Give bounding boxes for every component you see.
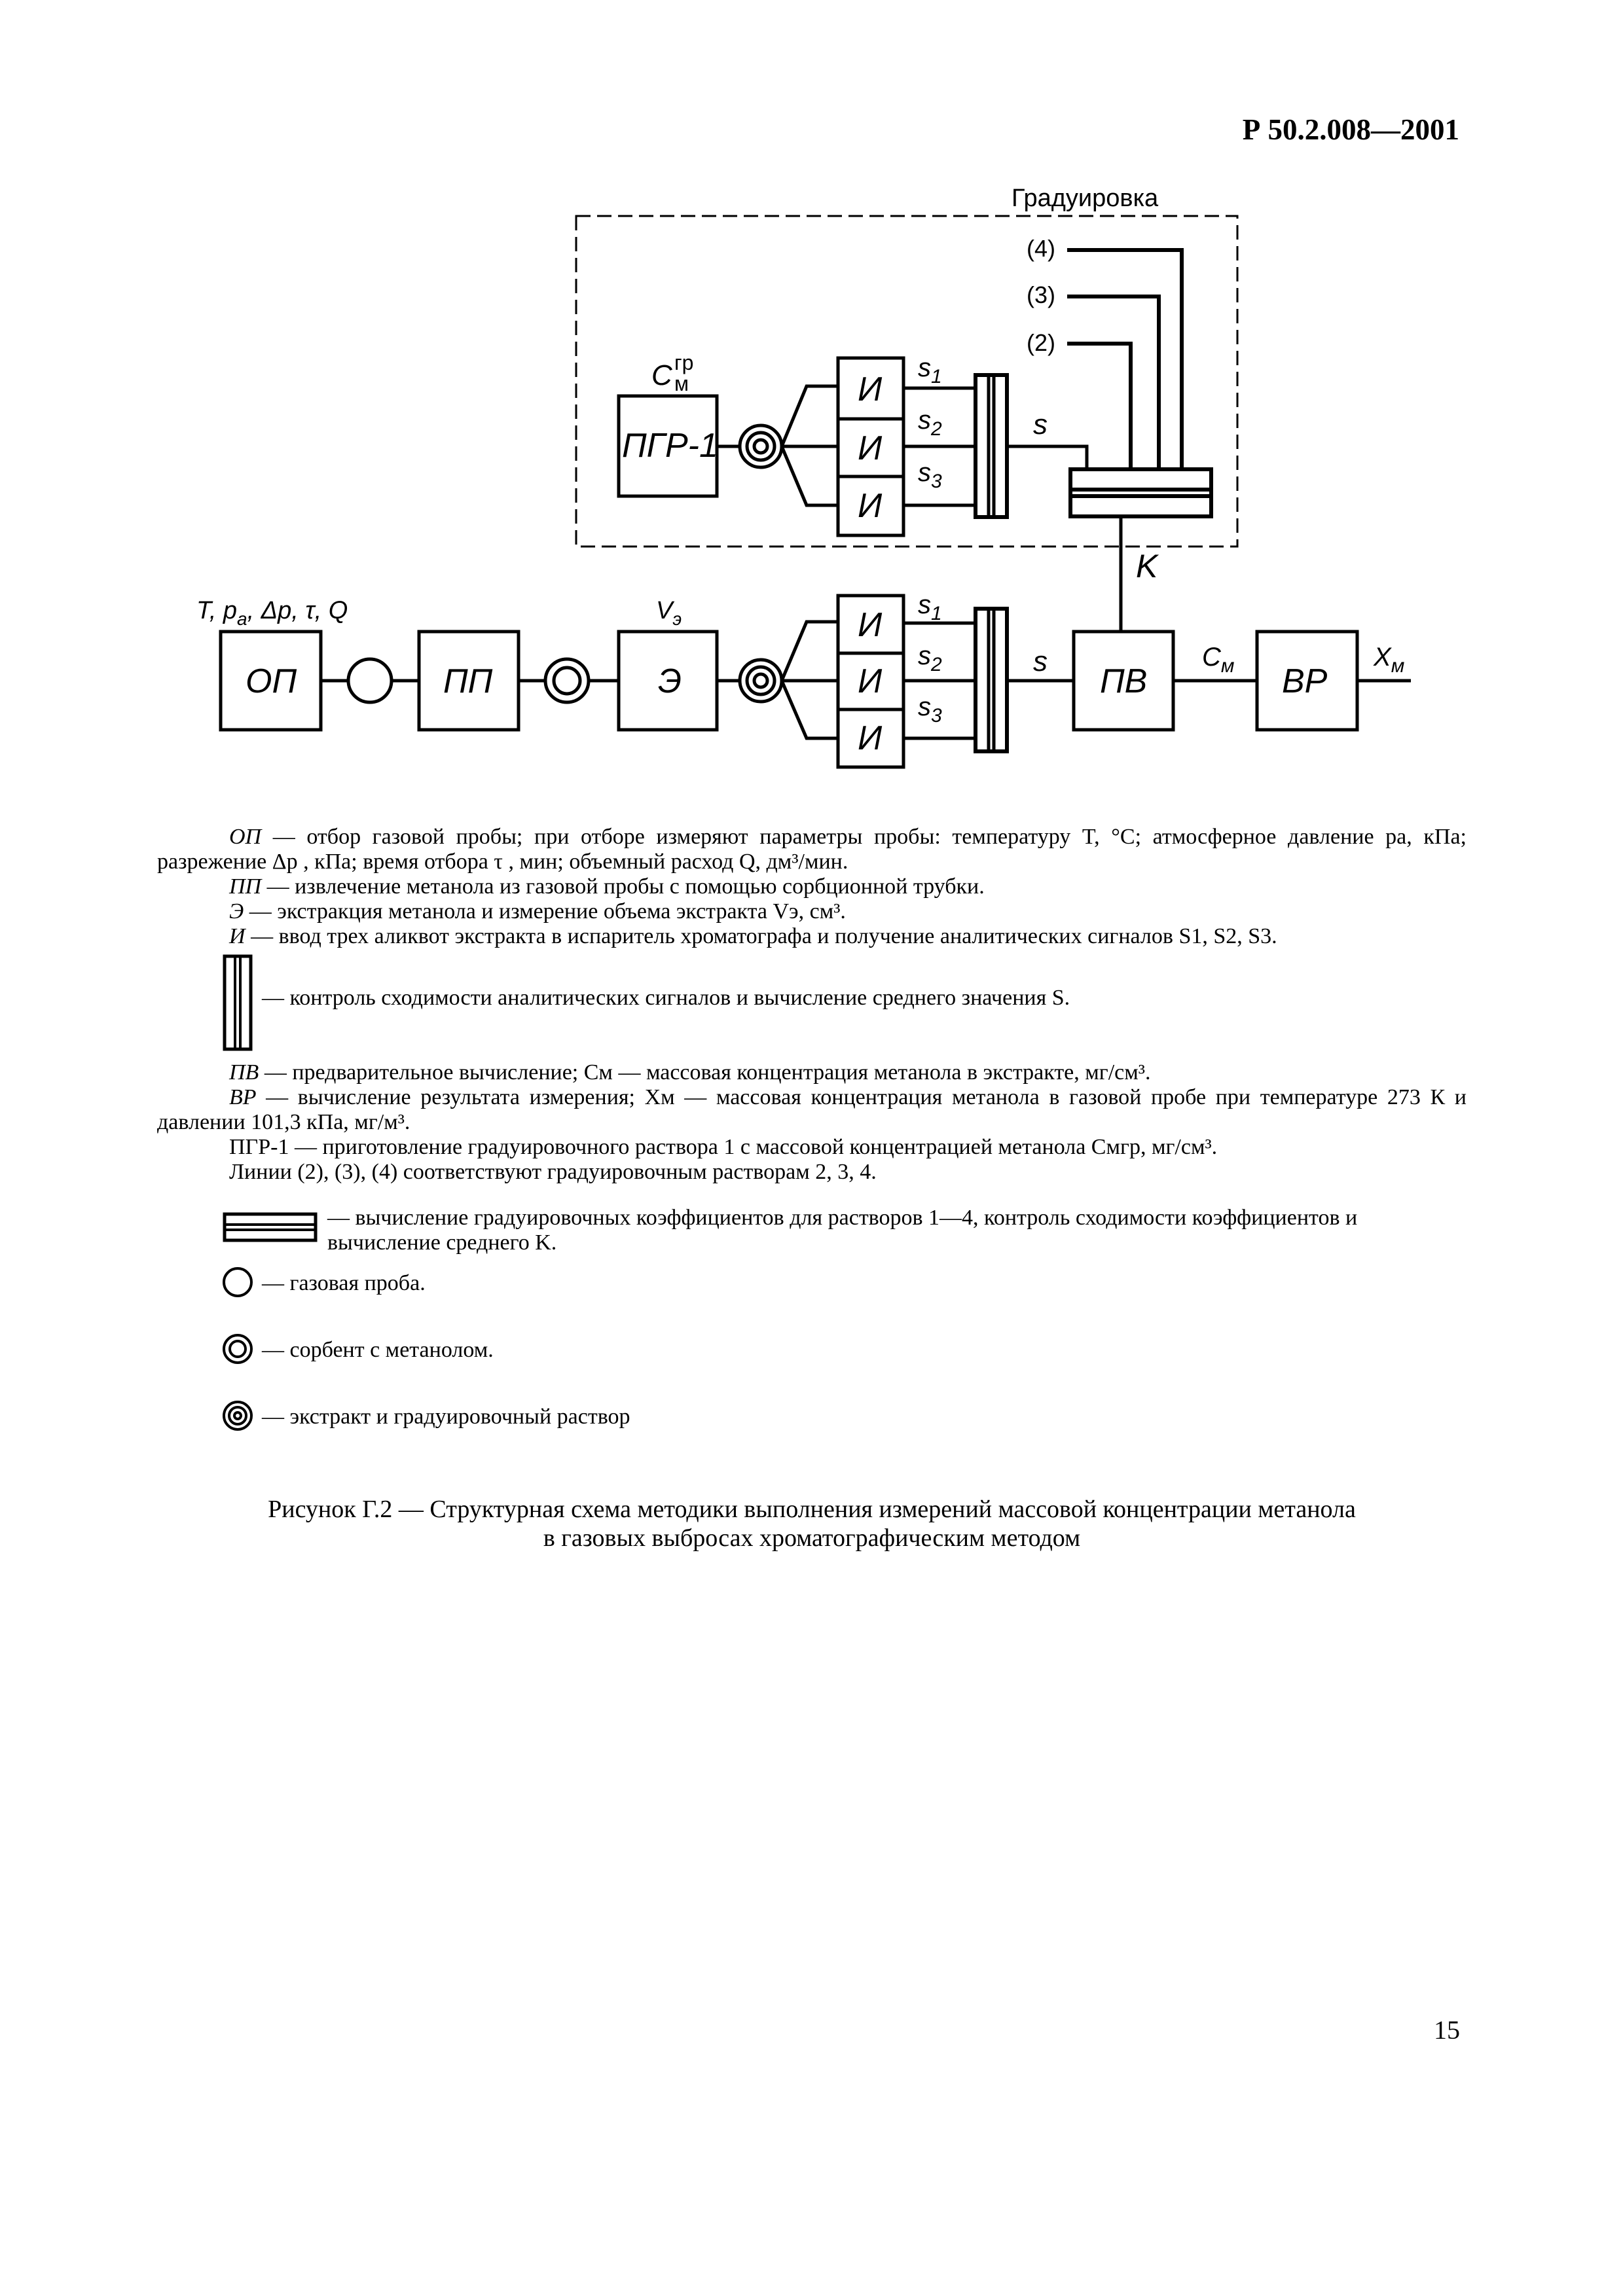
page-number: 15 <box>1434 2015 1460 2045</box>
k-label: K <box>1136 548 1158 584</box>
ve-label: $V_э$ <box>656 597 682 629</box>
line-3 <box>1067 296 1159 469</box>
svg-text:И: И <box>858 487 883 525</box>
svg-text:ОП: ОП <box>246 662 297 700</box>
line-4 <box>1067 250 1182 469</box>
line-3-label: (3) <box>1027 281 1055 308</box>
svg-text:ВР: ВР <box>1282 662 1328 700</box>
extract-legend-icon <box>221 1399 254 1432</box>
gas-sample-icon <box>348 659 392 702</box>
mean-signal-bar-cal <box>976 375 1007 517</box>
svg-text:м: м <box>674 372 689 395</box>
calibration-title: Градуировка <box>1012 185 1159 212</box>
gas-sample-legend-icon <box>221 1266 254 1299</box>
legend-e: Э — экстракция метанола и измерение объема экстракта Vэ, см³. <box>229 899 846 924</box>
svg-text:гр: гр <box>674 351 694 374</box>
legend-pp: ПП — извлечение метанола из газовой пробы с помощью сорбционной трубки. <box>229 874 985 899</box>
legend-sorbent: — сорбент с метанолом. <box>262 1338 494 1362</box>
legend <box>157 825 1467 949</box>
caption-line-2: в газовых выбросах хроматографическим методом <box>543 1524 1081 1552</box>
svg-text:s3: $s_3$ <box>918 458 942 492</box>
legend-2 <box>157 1060 1467 1185</box>
sorbent-icon <box>545 659 589 702</box>
legend-hbar: — вычисление градуировочных коэффициентов для растворов 1—4, контроль сходимости коэффициентов и вычисление среднего K. <box>327 1206 1358 1255</box>
svg-text:s3: $s_3$ <box>918 692 942 726</box>
legend-gas-sample: — газовая проба. <box>262 1271 426 1295</box>
figure-caption <box>157 1495 1467 1552</box>
legend-extract: — экстракт и градуировочный раствор <box>262 1405 630 1429</box>
double-bar-legend-icon <box>223 954 253 1051</box>
cm-gr-label: C <box>651 359 672 391</box>
svg-text:И: И <box>858 370 883 408</box>
svg-text:s2: $s_2$ <box>918 641 942 675</box>
pgr-1-label: ПГР-1 <box>622 427 718 465</box>
mean-signal-bar <box>976 609 1007 751</box>
caption-line-1: Рисунок Г.2 — Структурная схема методики выполнения измерений массовой концентрации метанола <box>268 1496 1356 1523</box>
svg-text:s: s <box>1033 645 1048 677</box>
legend-op: ОП — отбор газовой пробы; при отборе измеряют параметры пробы: температуру T, °С; атмосферное давление pа, кПа; разрежение Δp , кПа; время отбора τ , мин; объемный расход Q, дм³/мин. <box>157 825 1467 874</box>
legend-lines: Линии (2), (3), (4) соответствуют градуировочным растворам 2, 3, 4. <box>229 1160 877 1184</box>
hbar-legend-icon <box>223 1212 318 1242</box>
sorbent-legend-icon <box>221 1333 254 1365</box>
svg-text:Э: Э <box>658 662 682 700</box>
svg-text:И: И <box>858 429 883 467</box>
legend-pv: ПВ — предварительное вычисление; Cм — массовая концентрация метанола в экстракте, мг/см³. <box>229 1060 1151 1085</box>
svg-text:И: И <box>858 606 883 644</box>
svg-text:s1: $s_1$ <box>918 590 942 624</box>
svg-text:ПП: ПП <box>443 662 493 700</box>
svg-text:Xм: $X_м$ <box>1374 643 1405 677</box>
legend-double-bar: — контроль сходимости аналитических сигналов и вычисление среднего значения S. <box>262 986 1070 1010</box>
line-4-label: (4) <box>1027 235 1055 262</box>
document-number: Р 50.2.008—2001 <box>1242 113 1459 146</box>
methodology-diagram <box>0 0 1623 812</box>
sample-params-label: T, $p_а$, Δp, τ, Q <box>196 597 348 629</box>
legend-i: И — ввод трех аликвот экстракта в испаритель хроматографа и получение аналитических сигналов S1, S2, S3. <box>229 924 1277 948</box>
svg-text:Cм: $C_м$ <box>1202 643 1235 677</box>
svg-text:s2: $s_2$ <box>918 406 942 440</box>
svg-text:И: И <box>858 662 883 700</box>
svg-text:И: И <box>858 719 883 757</box>
line-2 <box>1067 344 1131 469</box>
svg-text:ПВ: ПВ <box>1100 662 1148 700</box>
legend-vr: ВР — вычисление результата измерения; Xм — массовая концентрация метанола в газовой пробе при температуре 273 К и давлении 101,3 кПа, мг/м³. <box>157 1085 1467 1134</box>
svg-text:s1: $s_1$ <box>918 353 942 387</box>
legend-pgr: ПГР-1 — приготовление градуировочного раствора 1 с массовой концентрацией метанола Cмгр, мг/см³. <box>229 1135 1218 1159</box>
line-2-label: (2) <box>1027 329 1055 356</box>
k-calc-box <box>1070 469 1211 516</box>
svg-text:s: s <box>1033 408 1048 440</box>
